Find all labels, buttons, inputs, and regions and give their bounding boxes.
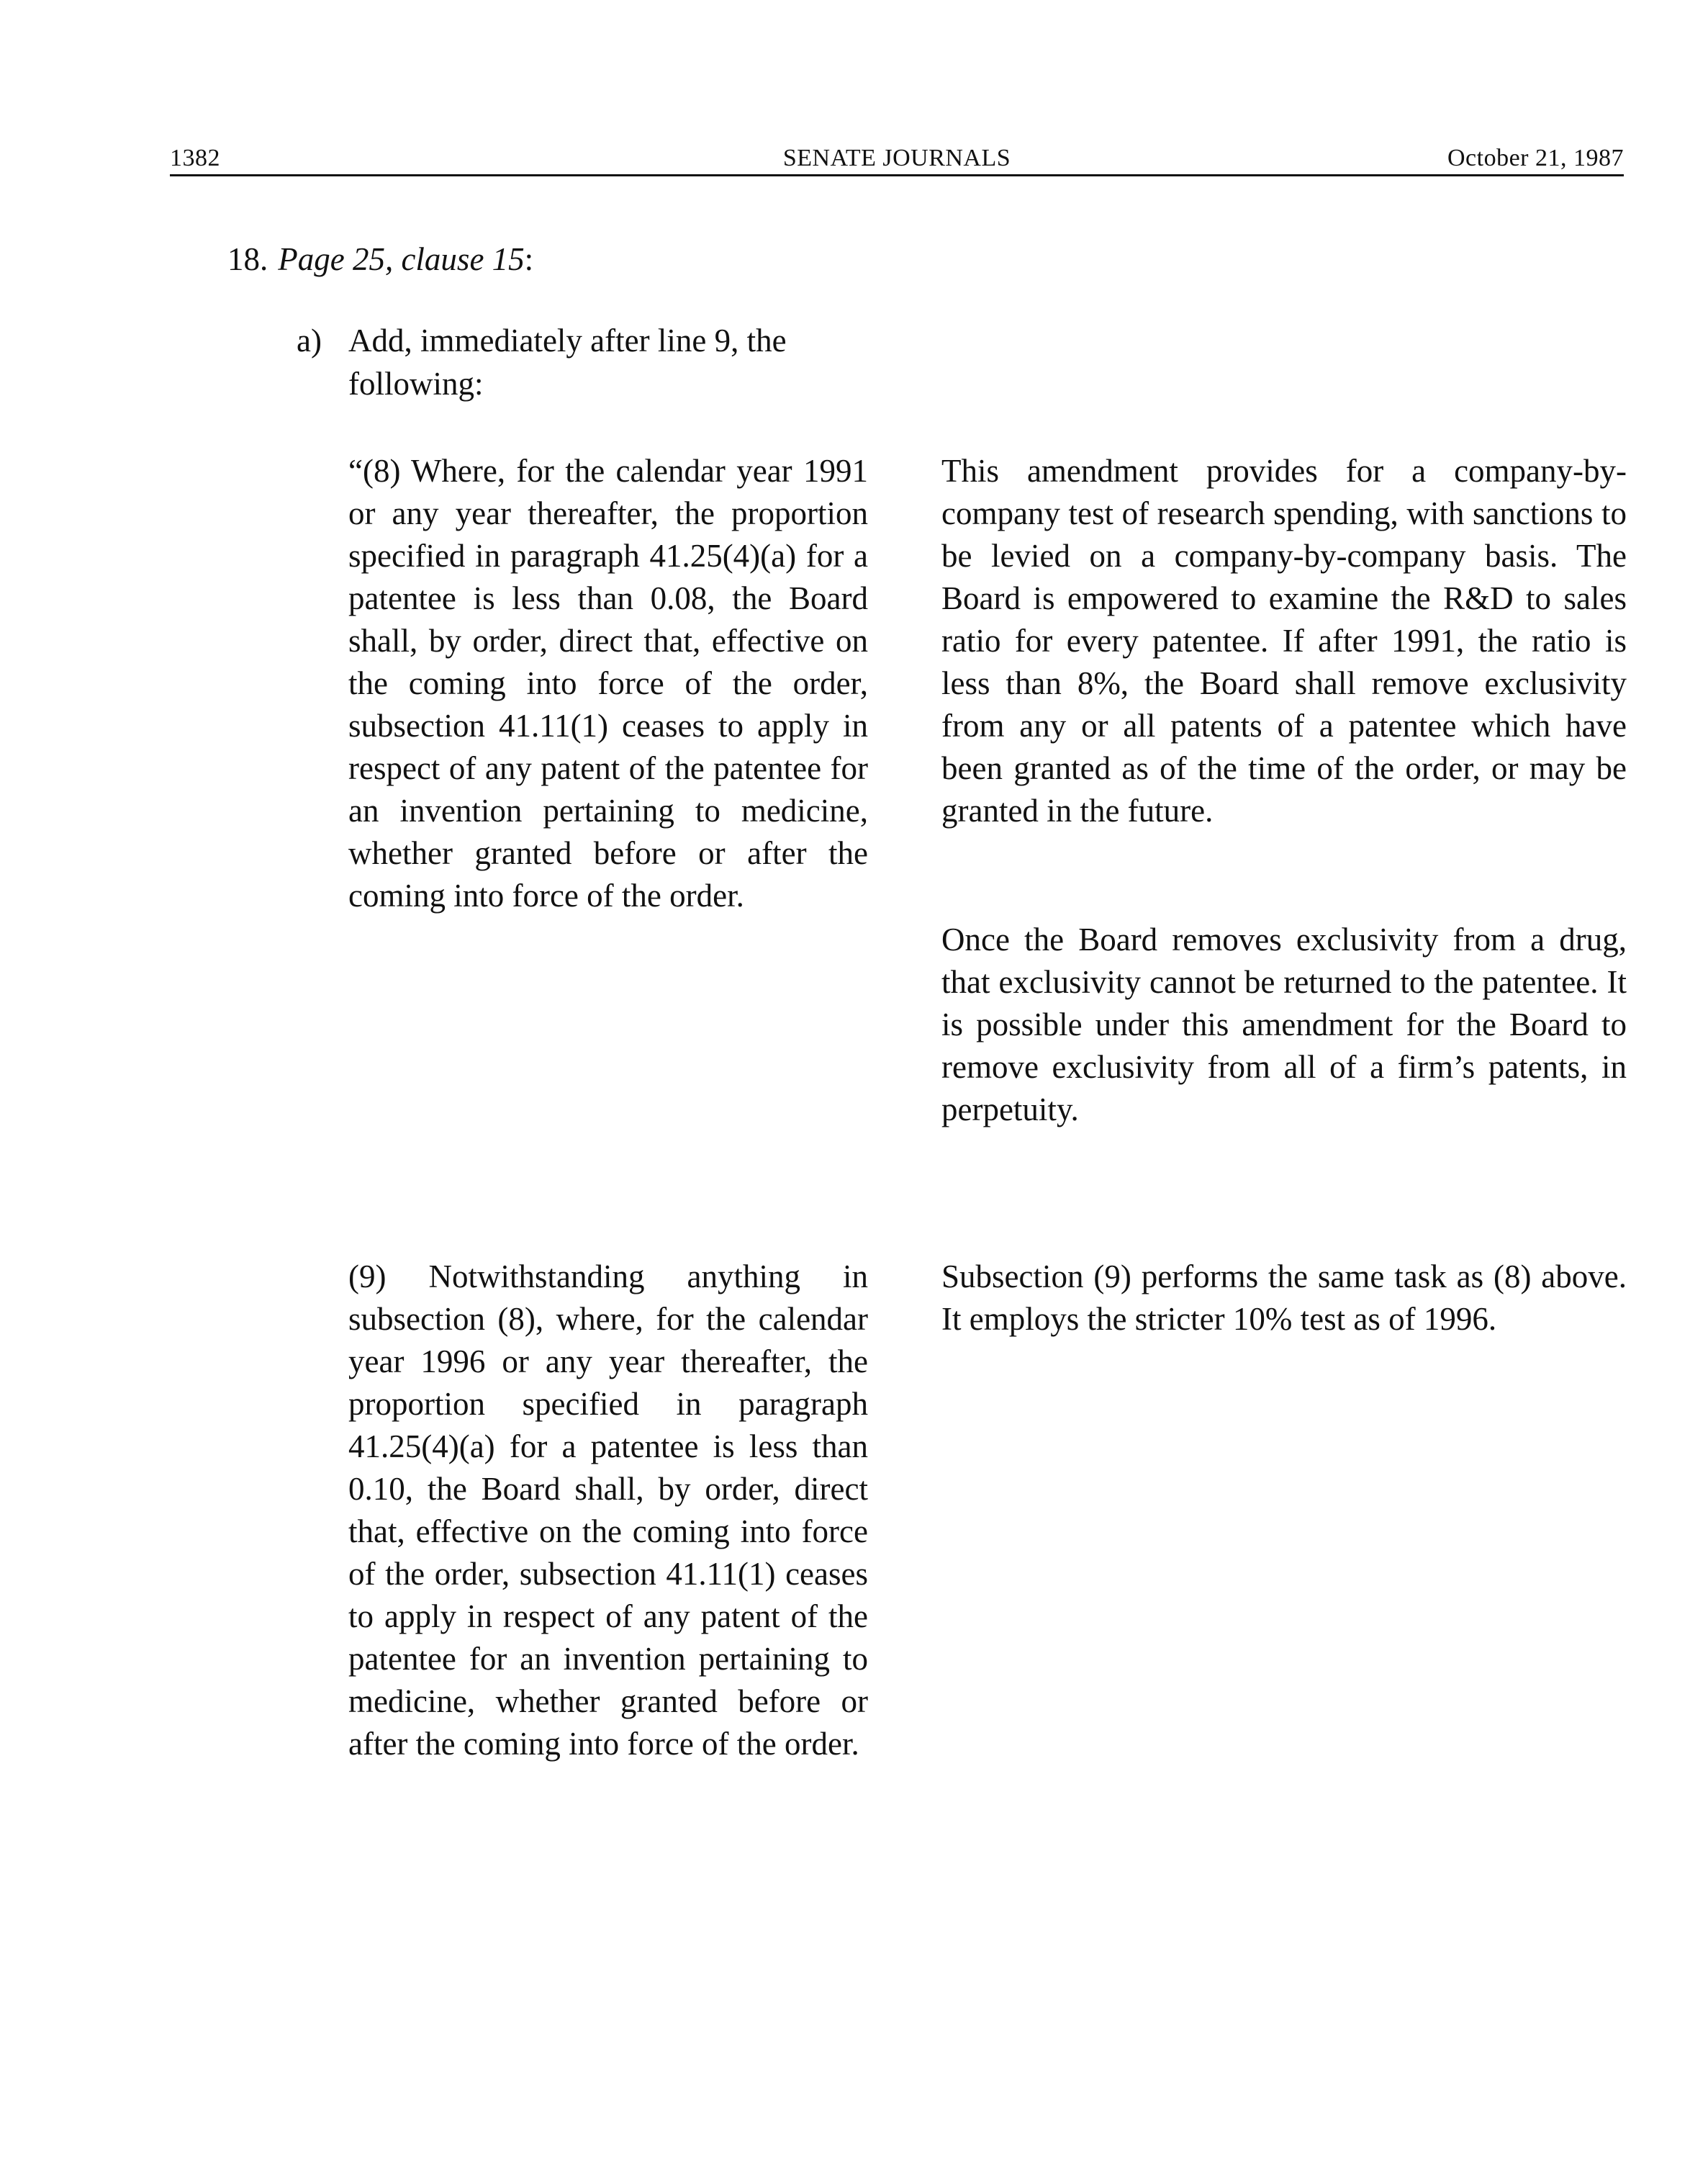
commentary-paragraph: Subsection (9) performs the same task as (8) above. It employs the stricter 10% test as of 1996.	[941, 1258, 1627, 1337]
commentary-paragraph: Once the Board removes exclusivity from a drug, that exclusivity cannot be returned to the patentee. It is possible under this amendment for the Board to remove exclusivity from all of a firm’s patents, in perpetuity.	[941, 922, 1627, 1127]
journal-date: October 21, 1987	[1447, 145, 1624, 171]
page-number: 1382	[170, 145, 220, 171]
item-reference: Page 25, clause 15	[278, 241, 525, 277]
journal-title: SENATE JOURNALS	[782, 145, 1011, 171]
amendment-subsection-9: (9) Notwithstanding anything in subsection (8), where, for the calendar year 1996 or any year thereafter, the proportion specified in paragraph 41.25(4)(a) for a patentee is less than 0.10, the Board shall, by order, direct that, effective on the coming into force of the order, subsection 41.11(1) ceases to apply in respect of any patent of the patentee for an invention pertaining to medicine, whether granted before or after the coming into force of the order.	[348, 1258, 868, 1762]
item-reference-suffix: :	[524, 241, 534, 277]
item-heading	[227, 238, 533, 281]
item-number: 18.	[227, 241, 268, 277]
subitem-text: Add, immediately after line 9, the following:	[348, 323, 787, 402]
page-header	[170, 141, 1624, 176]
amendment-subsection-8: “(8) Where, for the calendar year 1991 or any year thereafter, the proportion specified in paragraph 41.25(4)(a) for a patentee is less than 0.08, the Board shall, by order, direct that, effective on the coming into force of the order, subsection 41.11(1) ceases to apply in respect of any patent of the patentee for an invention pertaining to medicine, whether granted before or after the coming into force of the order.	[348, 453, 868, 914]
header-rule	[170, 174, 1624, 176]
commentary-paragraph: This amendment provides for a company-by-company test of research spending, with sanctions to be levied on a company-by-company basis. The Board is empowered to examine the R&D to sales ratio for every patentee. If after 1991, the ratio is less than 8%, the Board shall remove exclusivity from any or all patents of a patentee which have been granted as of the time of the order, or may be granted in the future.	[941, 453, 1627, 829]
subitem-label: a)	[297, 323, 322, 359]
